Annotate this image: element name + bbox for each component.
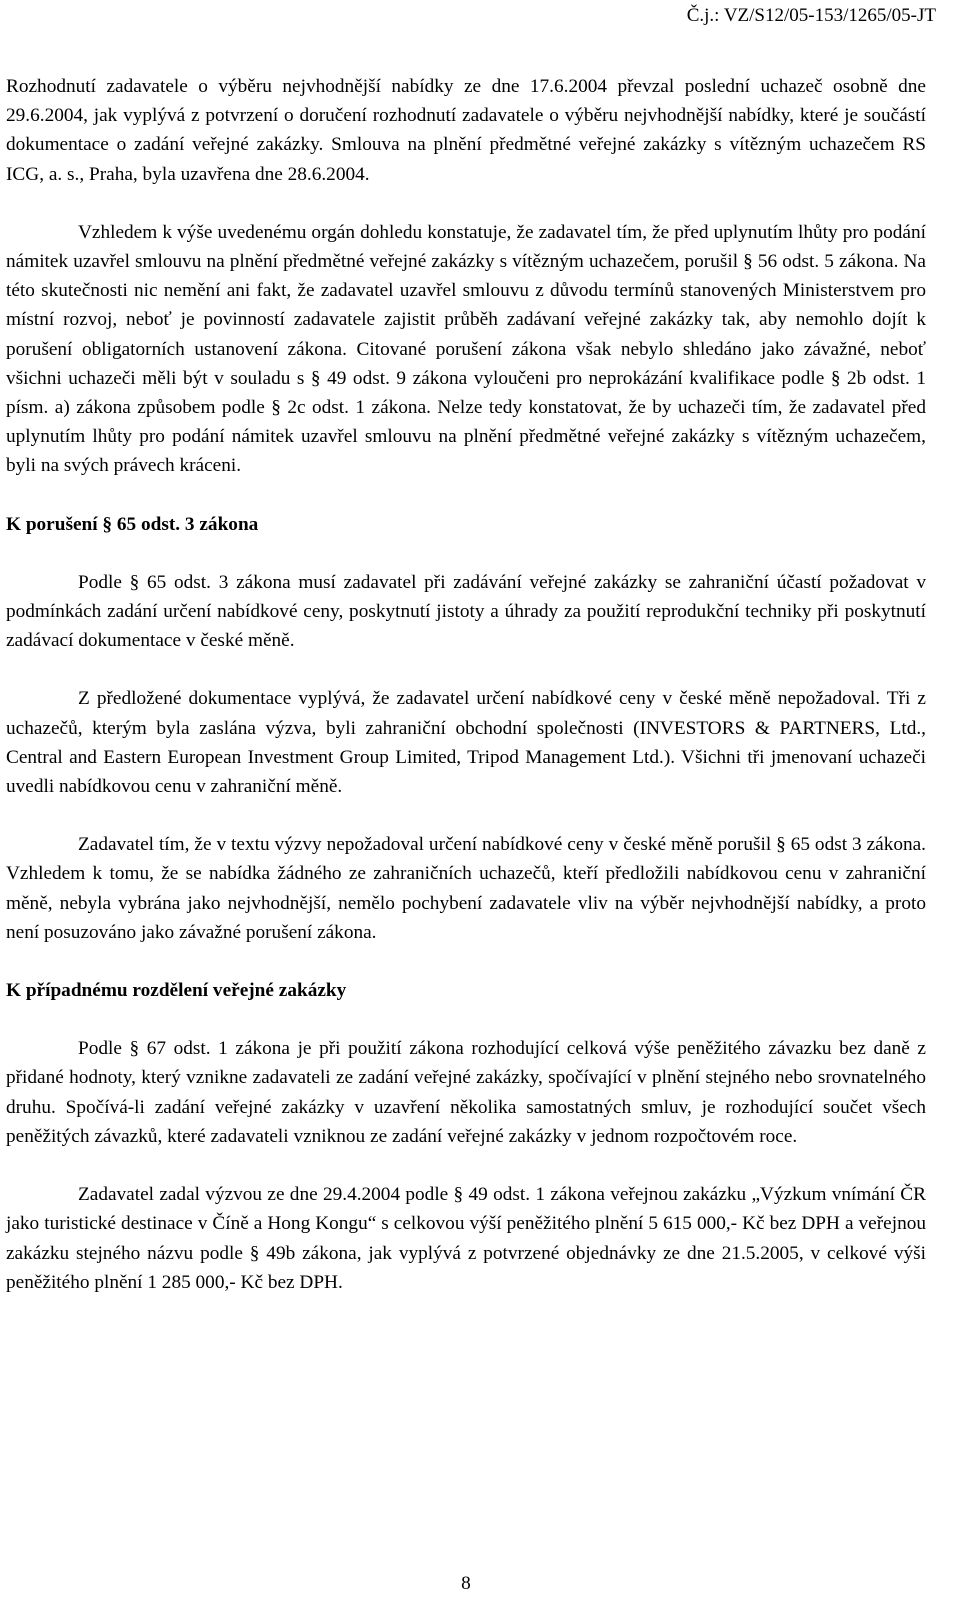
paragraph-violation-65-3: Zadavatel tím, že v textu výzvy nepožadoval určení nabídkové ceny v české měně porušil § 65 odst 3 zákona. Vzhledem k tomu, že se nabídka žádného ze zahraničních uchazečů, kteří předložili nabídkovou cenu v zahraniční měně, nebyla vybrána jako nejvhodnější, nemělo pochybení zadavatele vliv na výběr nejvhodnější nabídky, a proto není posuzováno jako závažné porušení zákona. — [6, 834, 926, 943]
document-body — [6, 72, 926, 1297]
paragraph-foreign-bidders: Z předložené dokumentace vyplývá, že zadavatel určení nabídkové ceny v české měně nepožadoval. Tři z uchazečů, kterým byla zaslána výzva, byli zahraniční obchodní společnosti (INVESTORS & PARTNERS, Ltd., Central and Eastern European Investment Group Limited, Tripod Management Ltd.). Všichni tři jmenovaní uchazeči uvedli nabídkovou cenu v zahraniční měně. — [6, 688, 926, 798]
document-reference-number: Č.j.: VZ/S12/05-153/1265/05-JT — [686, 5, 936, 26]
section-heading-division: K případnému rozdělení veřejné zakázky — [6, 980, 347, 1002]
paragraph-contracts-details: Zadavatel zadal výzvou ze dne 29.4.2004 podle § 49 odst. 1 zákona veřejnou zakázku „Výzkum vnímání ČR jako turistické destinace v Číně a Hong Kongu“ s celkovou výší peněžitého plnění 5 615 000,- Kč bez DPH a veřejnou zakázku stejného názvu podle § 49b zákona, jak vyplývá z potvrzené objednávky ze dne 21.5.2005, v celkové výši peněžitého plnění 1 285 000,- Kč bez DPH. — [6, 1184, 926, 1293]
paragraph-violation-56: Vzhledem k výše uvedenému orgán dohledu konstatuje, že zadavatel tím, že před uplynutím lhůty pro podání námitek uzavřel smlouvu na plnění předmětné veřejné zakázky s vítězným uchazečem, porušil § 56 odst. 5 zákona. Na této skutečnosti nic nemění ani fakt, že zadavatel uzavřel smlouvu z důvodu termínů stanovených Ministerstvem pro místní rozvoj, neboť je povinností zadavatele zajistit průběh zadávaní veřejné zakázky tak, aby nemohlo dojít k porušení obligatorních ustanovení zákona. Citované porušení zákona však nebylo shledáno jako závažné, neboť všichni uchazeči měli být v souladu s § 49 odst. 9 zákona vyloučeni pro neprokázání kvalifikace podle § 2b odst. 1 písm. a) zákona způsobem podle § 2c odst. 1 zákona. Nelze tedy konstatovat, že by uchazeči tím, že zadavatel před uplynutím lhůty pro podání námitek uzavřel smlouvu na plnění předmětné veřejné zakázky s vítězným uchazečem, byli na svých právech kráceni. — [6, 221, 926, 477]
paragraph-rule-67-1: Podle § 67 odst. 1 zákona je při použití zákona rozhodující celková výše peněžitého závazku bez daně z přidané hodnoty, který vznikne zadavateli ze zadání veřejné zakázky, spočívající v plnění stejného nebo srovnatelného druhu. Spočívá-li zadání veřejné zakázky v uzavření několika samostatných smluv, je rozhodující součet všech peněžitých závazků, které zadavateli vzniknou ze zadání veřejné zakázky v jednom rozpočtovém roce. — [6, 1038, 926, 1147]
paragraph-contract-conclusion: Rozhodnutí zadavatele o výběru nejvhodnější nabídky ze dne 17.6.2004 převzal poslední uchazeč osobně dne 29.6.2004, jak vyplývá z potvrzení o doručení rozhodnutí zadavatele o výběru nejvhodnější nabídky, které je součástí dokumentace o zadání veřejné zakázky. Smlouva na plnění předmětné veřejné zakázky s vítězným uchazečem RS ICG, a. s., Praha, byla uzavřena dne 28.6.2004. — [6, 76, 926, 185]
page-number: 8 — [461, 1573, 471, 1594]
paragraph-rule-65-3: Podle § 65 odst. 3 zákona musí zadavatel při zadávání veřejné zakázky se zahraniční účastí požadovat v podmínkách zadání určení nabídkové ceny, poskytnutí jistoty a úhrady za použití reprodukční techniky při poskytnutí zadávací dokumentace v české měně. — [6, 571, 926, 652]
section-heading-65-3: K porušení § 65 odst. 3 zákona — [6, 513, 259, 535]
